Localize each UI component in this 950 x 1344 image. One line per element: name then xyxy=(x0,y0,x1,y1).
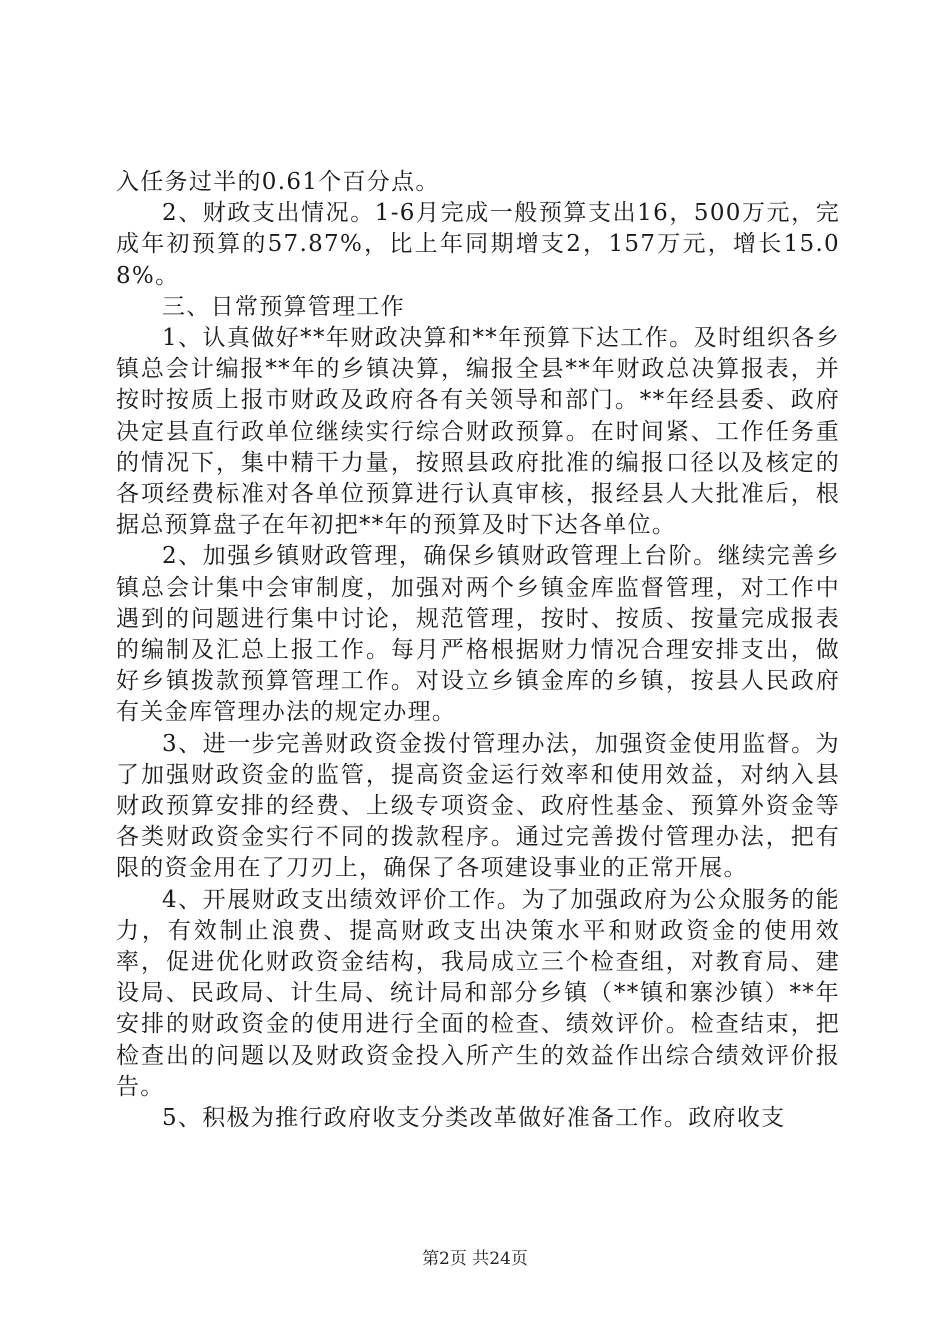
page-footer: 第2页 共24页 xyxy=(422,1249,528,1269)
section-heading-budget-management: 三、日常预算管理工作 xyxy=(162,293,405,320)
paragraph-item-5: 5、积极为推行政府收支分类改革做好准备工作。政府收支 xyxy=(162,1105,786,1132)
paragraph-item-2: 2、加强乡镇财政管理，确保乡镇财政管理上台阶。继续完善乡镇总会计集中会审制度，加强对两个乡镇金库监督管理，对工作中遇到的问题进行集中讨论，规范管理，按时、按质、按量完成报表的编制及汇总上报工作。每月严格根据财力情况合理安排支出，做好乡镇拨款预算管理工作。对设立乡镇金库的乡镇，按县人民政府有关金库管理办法的规定办理。 xyxy=(116,543,840,726)
document-body xyxy=(116,167,840,1134)
paragraph-item-1: 1、认真做好**年财政决算和**年预算下达工作。及时组织各乡镇总会计编报**年的乡镇决算，编报全县**年财政总决算报表，并按时按质上报市财政及政府各有关领导和部门。**年经县委、政府决定县直行政单位继续实行综合财政预算。在时间紧、工作任务重的情况下，集中精干力量，按照县政府批准的编报口径以及核定的各项经费标准对各单位预算进行认真审核，报经县人大批准后，根据总预算盘子在年初把**年的预算及时下达各单位。 xyxy=(116,325,840,539)
paragraph-item-4: 4、开展财政支出绩效评价工作。为了加强政府为公众服务的能力，有效制止浪费、提高财政支出决策水平和财政资金的使用效率，促进优化财政资金结构，我局成立三个检查组，对教育局、建设局、民政局、计生局、统计局和部分乡镇（**镇和寨沙镇）**年安排的财政资金的使用进行全面的检查、绩效评价。检查结束，把检查出的问题以及财政资金投入所产生的效益作出综合绩效评价报告。 xyxy=(116,886,840,1100)
paragraph-item-3: 3、进一步完善财政资金拨付管理办法，加强资金使用监督。为了加强财政资金的监管，提高资金运行效率和使用效益，对纳入县财政预算安排的经费、上级专项资金、政府性基金、预算外资金等各类财政资金实行不同的拨款程序。通过完善拨付管理办法，把有限的资金用在了刀刃上，确保了各项建设事业的正常开展。 xyxy=(116,730,840,882)
paragraph-expenditure: 2、财政支出情况。1-6月完成一般预算支出16，500万元，完成年初预算的57.87%，比上年同期增支2，157万元，增长15.08%。 xyxy=(116,200,840,289)
paragraph-continuation: 入任务过半的0.61个百分点。 xyxy=(116,169,440,195)
